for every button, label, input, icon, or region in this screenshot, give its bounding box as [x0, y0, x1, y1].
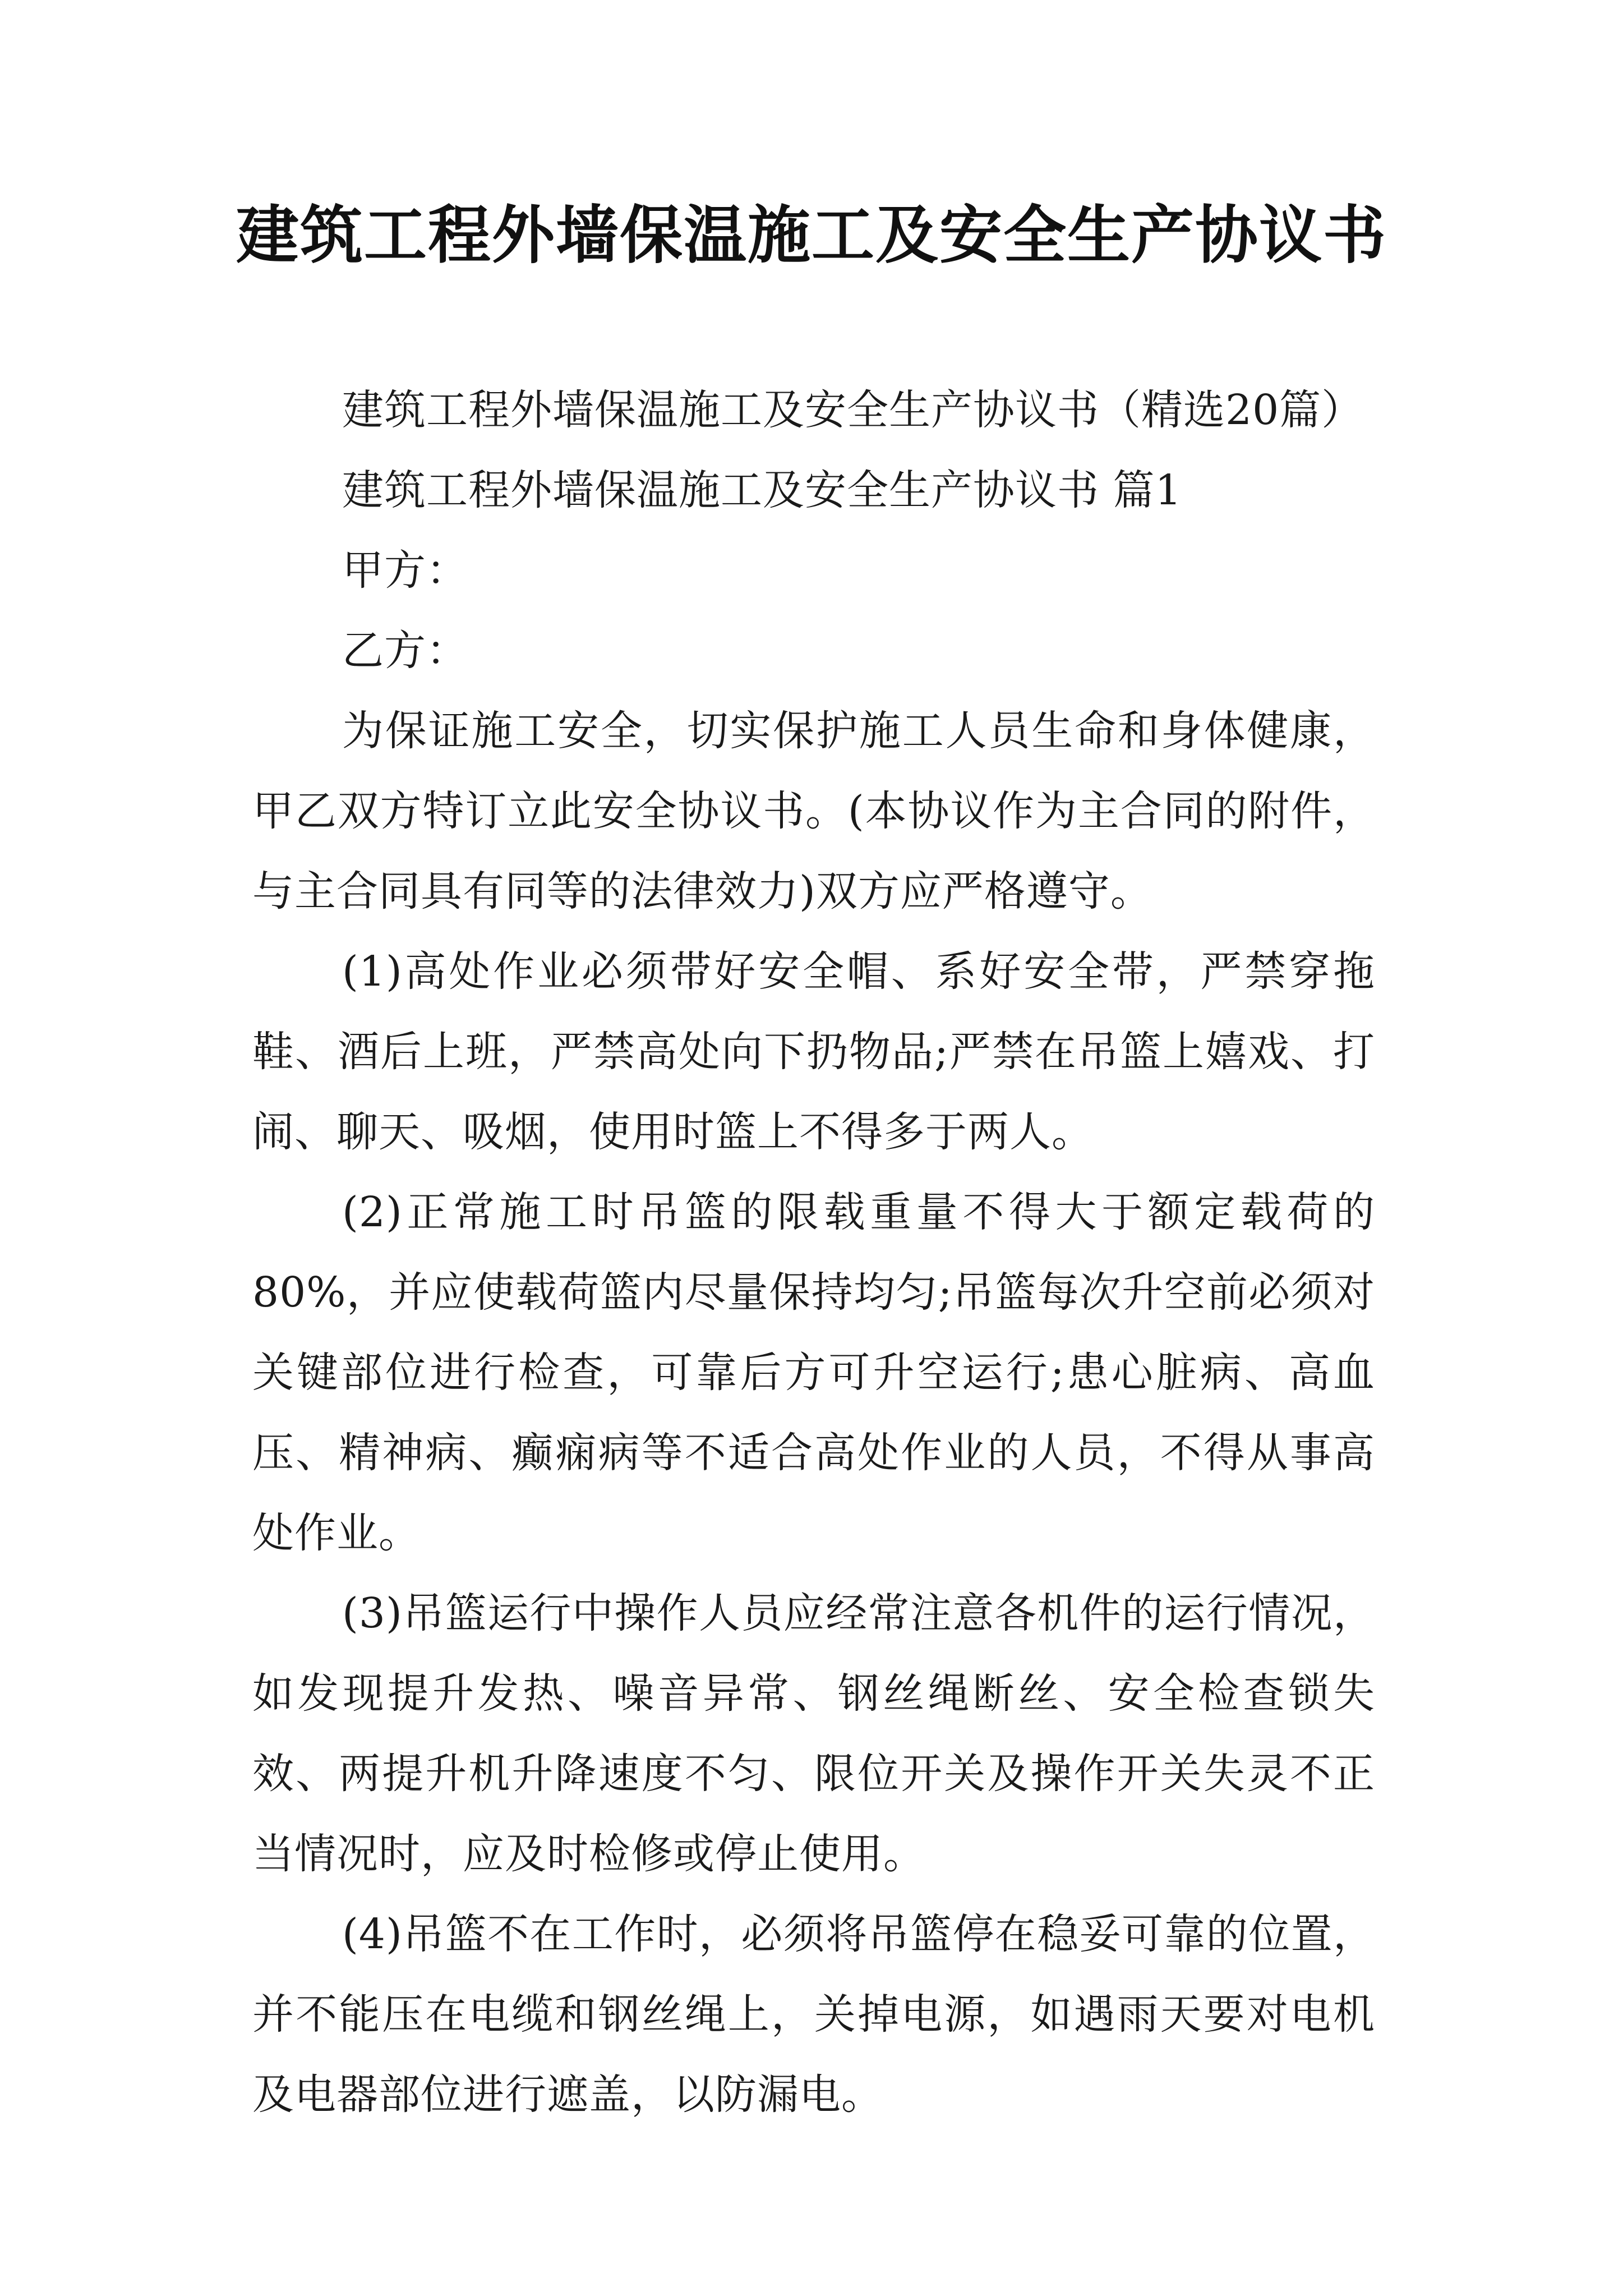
paragraph-clause-4: (4)吊篮不在工作时，必须将吊篮停在稳妥可靠的位置，并不能压在电缆和钢丝绳上，关掉电源，如遇雨天要对电机及电器部位进行遮盖，以防漏电。 [252, 1910, 1375, 2119]
document-subtitle: 建筑工程外墙保温施工及安全生产协议书（精选20篇） [342, 386, 1364, 434]
paragraph-clause-3: (3)吊篮运行中操作人员应经常注意各机件的运行情况，如发现提升发热、噪音异常、钢丝绳断丝、安全检查锁失效、两提升机升降速度不匀、限位开关及操作开关失灵不正当情况时，应及时检修或停止使用。 [252, 1589, 1375, 1878]
party-b-label: 乙方： [342, 627, 468, 675]
paragraph-clause-1: (1)高处作业必须带好安全帽、系好安全带，严禁穿拖鞋、酒后上班，严禁高处向下扔物品;严禁在吊篮上嬉戏、打闹、聊天、吸烟，使用时篮上不得多于两人。 [252, 947, 1375, 1156]
paragraph-clause-2: (2)正常施工时吊篮的限载重量不得大于额定载荷的80%，并应使载荷篮内尽量保持均匀;吊篮每次升空前必须对关键部位进行检查，可靠后方可升空运行;患心脏病、高血压、精神病、癫痫病等不适合高处作业的人员，不得从事高处作业。 [252, 1188, 1375, 1557]
paragraph-intro: 为保证施工安全，切实保护施工人员生命和身体健康，甲乙双方特订立此安全协议书。(本协议作为主合同的附件，与主合同具有同等的法律效力)双方应严格遵守。 [252, 707, 1375, 915]
document-title: 建筑工程外墙保温施工及安全生产协议书 [236, 199, 1387, 272]
section-heading: 建筑工程外墙保温施工及安全生产协议书 篇1 [342, 466, 1182, 514]
party-a-label: 甲方： [342, 546, 468, 595]
document-body [252, 370, 1375, 2135]
